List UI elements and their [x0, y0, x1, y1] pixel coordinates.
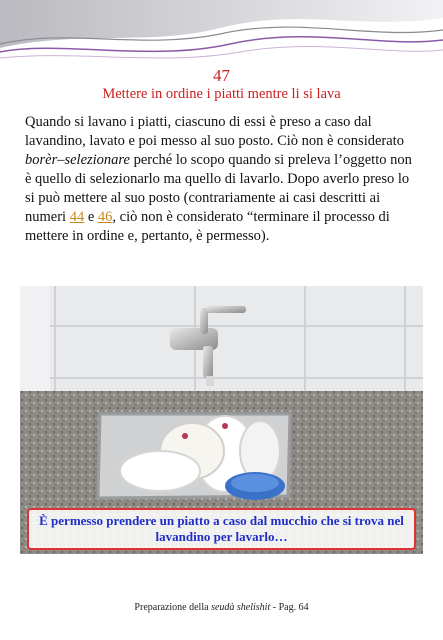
body-paragraph — [25, 113, 420, 246]
footer-title: seudà shelishit — [211, 602, 271, 613]
footer-prefix: Preparazione della — [134, 602, 212, 613]
body-text-part2: perché lo scopo quando si preleva l’oggetto non è quello di selezionarlo ma quello di lavarlo. Dopo averlo preso lo si può mettere al suo posto (contrariamente ai casi descritti ai numeri — [25, 152, 412, 225]
photo-caption — [27, 508, 416, 550]
photo-caption-text: È permesso prendere un piatto a caso dal mucchio che si trova nel lavandino per lavarlo… — [39, 513, 404, 544]
page-footer — [0, 602, 443, 613]
body-text-and: e — [84, 209, 98, 225]
sink-photo — [20, 286, 423, 554]
section-number: 47 — [213, 66, 230, 85]
header-swoosh-decoration — [0, 0, 443, 70]
link-46[interactable]: 46 — [97, 209, 113, 225]
link-44[interactable]: 44 — [69, 209, 85, 225]
body-text-part3: , ciò non è considerato “terminare il processo di mettere in ordine e, pertanto, è permesso). — [25, 209, 390, 244]
section-title: Mettere in ordine i piatti mentre li si lava — [102, 86, 341, 102]
footer-suffix: - Pag. 64 — [270, 602, 309, 613]
body-text-part1: Quando si lavano i piatti, ciascuno di essi è preso a caso dal lavandino, lavato e poi messo al suo posto. Ciò non è considerato — [25, 114, 404, 149]
body-term: borèr–selezionare — [25, 152, 130, 168]
